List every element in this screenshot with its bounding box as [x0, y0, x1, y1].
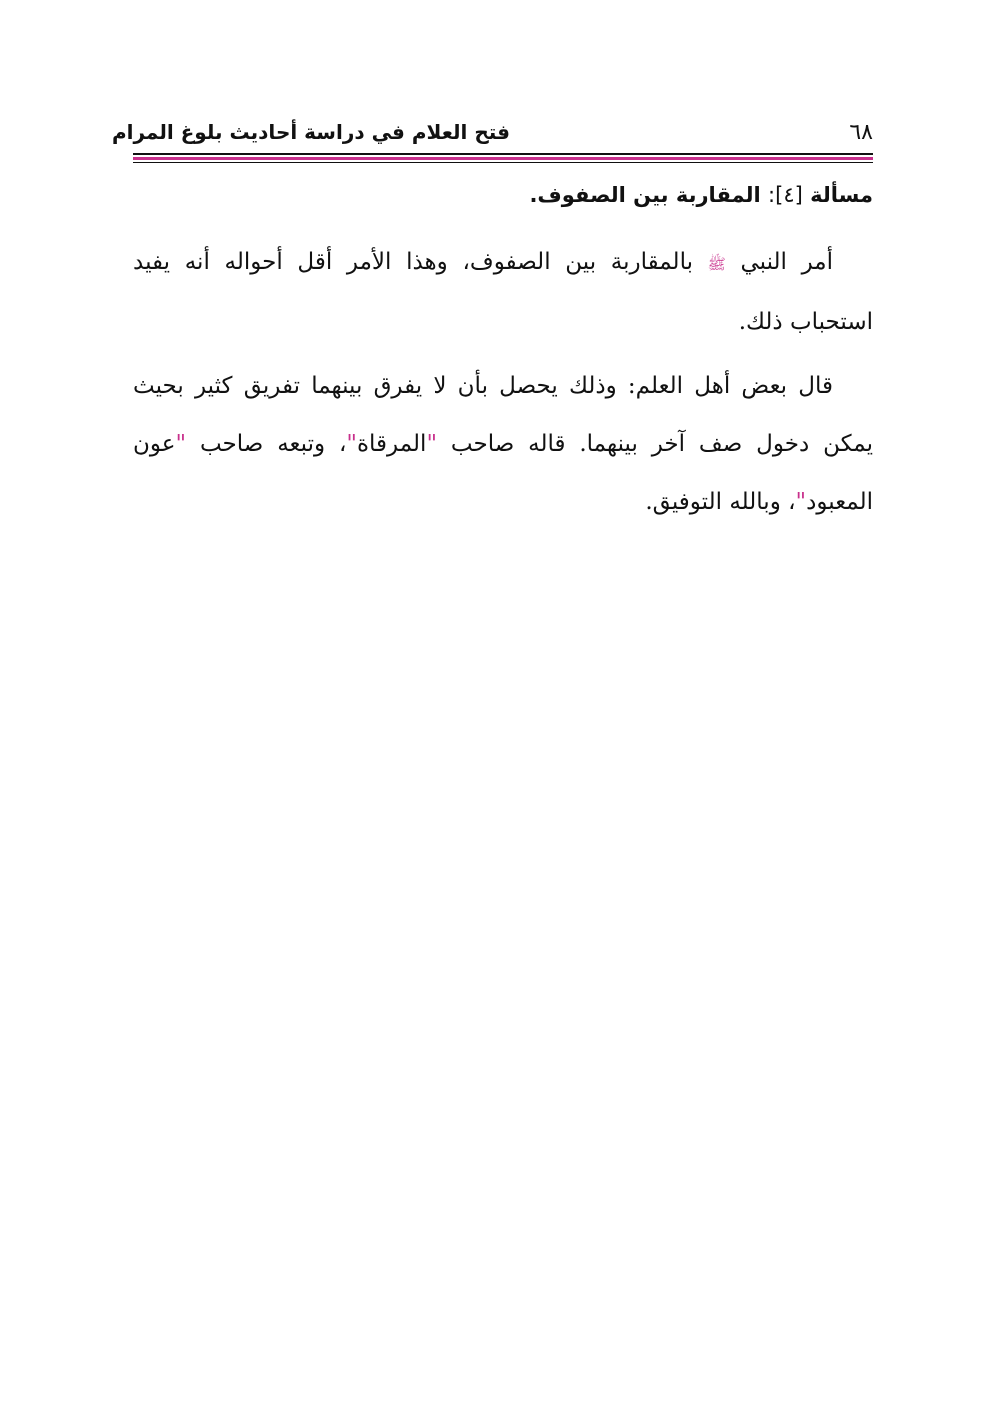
quote-open-2: " — [175, 431, 187, 457]
page-header — [111, 112, 873, 152]
page-number: ٦٨ — [849, 120, 873, 145]
issue-label: مسألة — [810, 183, 873, 207]
paragraph-1 — [133, 233, 873, 351]
quote-close-2: " — [795, 489, 807, 515]
salawat-glyph: ﷺ — [707, 255, 726, 273]
header-rule-bottom — [133, 162, 873, 163]
paragraph-1-after: بالمقاربة بين الصفوف، وهذا الأمر أقل أحواله أنه يفيد استحباب ذلك. — [133, 249, 873, 335]
paragraph-2-part1: قال بعض أهل العلم: وذلك يحصل بأن لا يفرق بينهما تفريق كثير بحيث يمكن دخول صف آخر بينهما. قاله صاحب — [133, 373, 873, 457]
header-rule-accent — [133, 157, 873, 160]
paragraph-2 — [133, 357, 873, 531]
book-ref-1: المرقاة — [356, 431, 427, 457]
paragraph-2-part3: ، وبالله التوفيق. — [645, 489, 796, 515]
book-title: فتح العلام في دراسة أحاديث بلوغ المرام — [111, 120, 510, 144]
page-body — [133, 175, 873, 537]
book-ref-2: عون المعبود — [133, 431, 873, 515]
issue-number: [٤]: — [768, 183, 803, 207]
paragraph-1-before: أمر النبي — [725, 249, 833, 275]
quote-open-1: " — [426, 431, 438, 457]
issue-heading — [133, 175, 873, 215]
quote-close-1: " — [346, 431, 357, 457]
issue-title: المقاربة بين الصفوف. — [529, 183, 761, 207]
paragraph-2-part2: ، وتبعه صاحب — [186, 431, 347, 457]
header-rule-top — [133, 153, 873, 155]
